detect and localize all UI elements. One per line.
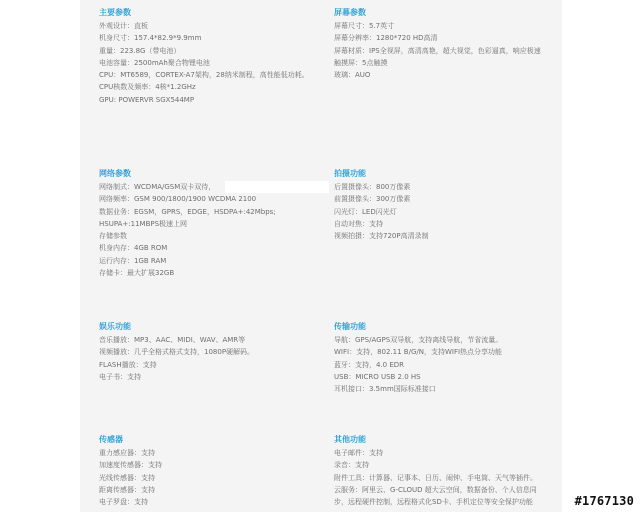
section-sensors (99, 435, 329, 508)
spec-line (99, 181, 329, 193)
spec-line: 视频拍摄：支持720P高清录制 (334, 232, 429, 241)
section-network-params (99, 169, 329, 279)
section-title-screen: 屏幕参数 (334, 8, 366, 17)
spec-line-text: 网络制式：WCDMA/GSM双卡双待， (99, 183, 216, 191)
spec-line: 视频播放：几乎全格式格式支持，1080P硬解码。 (99, 348, 255, 357)
spec-line: 外观设计：直板 (99, 22, 148, 30)
spec-line: 存储参数 (99, 232, 127, 241)
spec-line: 距离传感器：支持 (99, 485, 155, 494)
spec-line: GPU: POWERVR SGX544MP (99, 95, 195, 104)
spec-line: 蓝牙：支持，4.0 EDR (334, 360, 405, 369)
watermark-id: #1767130 (574, 494, 634, 508)
section-entertainment (99, 322, 329, 383)
spec-line: 数据业务：EGSM，GPRS，EDGE，HSDPA+:42Mbps; (99, 207, 276, 216)
section-other (334, 435, 564, 508)
spec-line: 电池容量：2500mAh聚合物锂电池 (99, 58, 210, 67)
spec-line: 屏幕材质：IPS全视屏，高清高艳，超大视觉，色彩逼真，响应极速 (334, 46, 541, 55)
spec-line: 加速度传感器：支持 (99, 461, 162, 470)
spec-line: 机身尺寸：157.4*82.9*9.9mm (99, 34, 202, 43)
transfer-list (334, 334, 564, 395)
spec-line: 音乐播放：MP3、AAC、MIDI、WAV、AMR等 (99, 336, 246, 344)
spec-line: 自动对焦：支持 (334, 219, 383, 228)
spec-line: 存储卡：最大扩展32GB (99, 269, 175, 278)
spec-line: 录音：支持 (334, 461, 369, 470)
spec-line: USB：MICRO USB 2.0 HS (334, 372, 421, 381)
section-title-other: 其他功能 (334, 435, 366, 444)
section-title-transfer: 传输功能 (334, 322, 366, 331)
section-transfer (334, 322, 564, 395)
screen-params-list (334, 20, 564, 81)
section-main-params (99, 8, 329, 106)
spec-line: 后置摄像头：800万像素 (334, 183, 411, 191)
spec-line: 触摸屏：5点触摸 (334, 58, 388, 67)
section-screen-params (334, 8, 564, 81)
spec-line: 附件工具：计算器、记事本、日历、闹钟、手电筒、天气等插件。 (334, 473, 537, 482)
spec-line: 重力感应器：支持 (99, 449, 155, 457)
other-list (334, 447, 564, 508)
spec-line: 屏幕尺寸：5.7英寸 (334, 22, 395, 30)
spec-line: 导航：GPS/AGPS双导航，支持离线导航，节省流量。 (334, 336, 503, 344)
spec-line: 网络频率：GSM 900/1800/1900 WCDMA 2100 (99, 195, 257, 204)
camera-list (334, 181, 564, 242)
sensors-list (99, 447, 329, 508)
spec-line: 电子罗盘：支持 (99, 498, 148, 507)
spec-line: 前置摄像头：300万像素 (334, 195, 411, 204)
section-title-sensors: 传感器 (99, 435, 123, 444)
spec-line: 电子邮件：支持 (334, 449, 383, 457)
spec-line: 云服务：阿里云、G-CLOUD 超大云空间，数据备份、个人信息同 (334, 485, 537, 494)
spec-line: FLASH播放：支持 (99, 360, 157, 369)
spec-line: 机身内存：4GB ROM (99, 244, 168, 253)
section-title-network: 网络参数 (99, 169, 131, 178)
spec-line: 重量：223.8G（带电池） (99, 46, 181, 55)
spec-line: CPU：MT6589，CORTEX-A7架构，28纳米制程，高性能低功耗。 (99, 71, 309, 80)
spec-line: 耳机接口：3.5mm国际标准接口 (334, 385, 436, 394)
spec-page (80, 0, 562, 512)
spec-line: 光线传感器：支持 (99, 473, 155, 482)
section-title-entertainment: 娱乐功能 (99, 322, 131, 331)
spec-line: 闪光灯：LED闪光灯 (334, 207, 397, 216)
network-params-list (99, 181, 329, 279)
entertainment-list (99, 334, 329, 383)
spec-line: 屏幕分辨率：1280*720 HD高清 (334, 34, 438, 43)
spec-line: 玻璃：AUO (334, 71, 371, 80)
spec-line: 步，远程硬件控制，远程格式化SD卡、手机定位等安全保护功能 (334, 498, 533, 507)
spec-line: HSUPA+:11MBPS极速上网 (99, 219, 188, 228)
section-title-main: 主要参数 (99, 8, 131, 17)
main-params-list (99, 20, 329, 106)
spec-line: CPU核数及频率：4核*1.2GHz (99, 83, 196, 92)
spec-line: 运行内存：1GB RAM (99, 256, 167, 265)
section-camera (334, 169, 564, 242)
spec-line: WIFI：支持，802.11 B/G/N，支持WIFI热点分享功能 (334, 348, 503, 357)
section-title-camera: 拍摄功能 (334, 169, 366, 178)
spec-line: 电子书：支持 (99, 372, 141, 381)
blanked-area (225, 181, 329, 193)
